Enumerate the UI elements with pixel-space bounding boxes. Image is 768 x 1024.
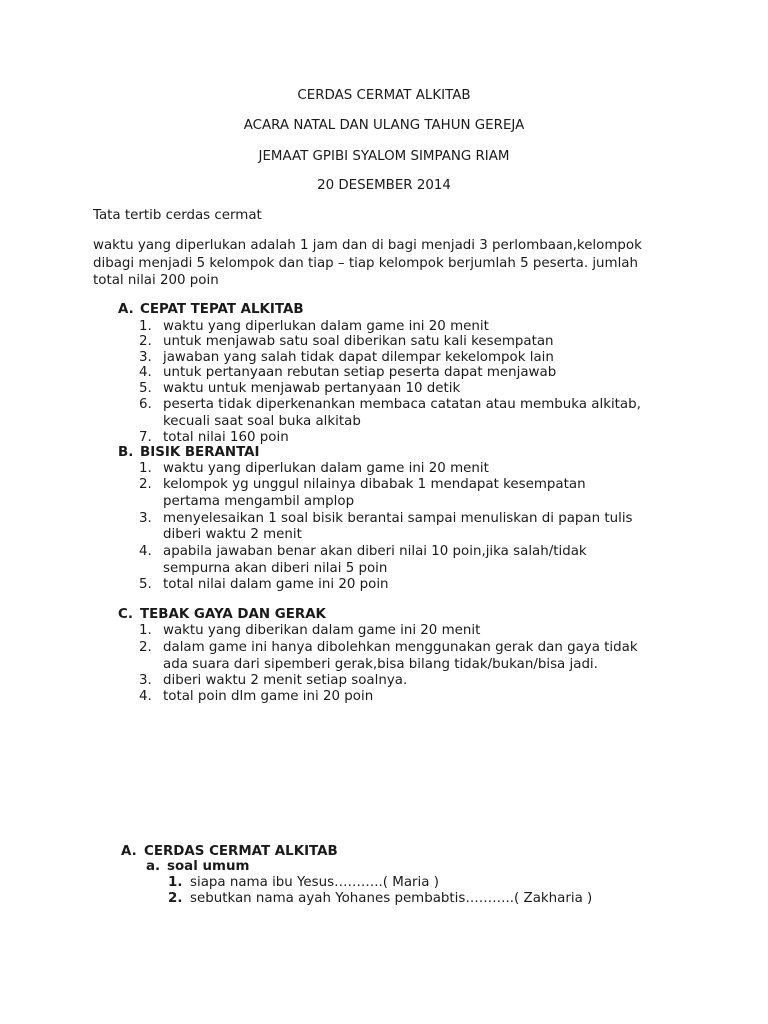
list-number: 4. bbox=[139, 689, 152, 704]
question-item: siapa nama ibu Yesus………..( Maria ) bbox=[190, 875, 439, 890]
list-number: 5. bbox=[139, 381, 152, 396]
list-item-continuation: diberi waktu 2 menit bbox=[163, 527, 302, 542]
list-item: waktu yang diberikan dalam game ini 20 menit bbox=[163, 623, 481, 638]
subsection-marker: a. bbox=[146, 859, 161, 874]
question-item: sebutkan nama ayah Yohanes pembabtis………..( Zakharia ) bbox=[190, 891, 593, 906]
list-number: 2. bbox=[139, 640, 152, 655]
section-a-marker: A. bbox=[118, 302, 134, 317]
list-number: 3. bbox=[139, 673, 152, 688]
section-c-title: TEBAK GAYA DAN GERAK bbox=[140, 607, 326, 622]
question-number: 2. bbox=[168, 891, 183, 906]
section-c-marker: C. bbox=[118, 607, 133, 622]
intro-line: total nilai 200 poin bbox=[93, 273, 219, 288]
subsection-title: soal umum bbox=[167, 859, 250, 874]
list-number: 3. bbox=[139, 350, 152, 365]
list-item: untuk menjawab satu soal diberikan satu kali kesempatan bbox=[163, 334, 554, 349]
intro-line: dibagi menjadi 5 kelompok dan tiap – tiap kelompok berjumlah 5 peserta. jumlah bbox=[93, 256, 639, 271]
list-item: total nilai 160 poin bbox=[163, 430, 289, 445]
intro-line: waktu yang diperlukan adalah 1 jam dan di bagi menjadi 3 perlombaan,kelompok bbox=[93, 238, 642, 253]
list-item-continuation: sempurna akan diberi nilai 5 poin bbox=[163, 561, 388, 576]
list-number: 6. bbox=[139, 397, 152, 412]
list-item: apabila jawaban benar akan diberi nilai 10 poin,jika salah/tidak bbox=[163, 544, 587, 559]
part2-marker: A. bbox=[121, 844, 137, 859]
list-number: 5. bbox=[139, 577, 152, 592]
list-item: total nilai dalam game ini 20 poin bbox=[163, 577, 389, 592]
list-number: 4. bbox=[139, 365, 152, 380]
list-number: 4. bbox=[139, 544, 152, 559]
list-item-continuation: pertama mengambil amplop bbox=[163, 494, 355, 509]
list-item: dalam game ini hanya dibolehkan menggunakan gerak dan gaya tidak bbox=[163, 640, 638, 655]
list-item-continuation: ada suara dari sipemberi gerak,bisa bilang tidak/bukan/bisa jadi. bbox=[163, 657, 598, 672]
section-b-marker: B. bbox=[118, 445, 134, 460]
event-date: 20 DESEMBER 2014 bbox=[317, 178, 451, 193]
part2-title: CERDAS CERMAT ALKITAB bbox=[144, 844, 338, 859]
list-item: kelompok yg unggul nilainya dibabak 1 mendapat kesempatan bbox=[163, 477, 586, 492]
church-name: JEMAAT GPIBI SYALOM SIMPANG RIAM bbox=[258, 149, 510, 164]
list-item: jawaban yang salah tidak dapat dilempar kekelompok lain bbox=[163, 350, 554, 365]
list-item: untuk pertanyaan rebutan setiap peserta dapat menjawab bbox=[163, 365, 557, 380]
list-item-continuation: kecuali saat soal buka alkitab bbox=[163, 414, 361, 429]
list-item: waktu untuk menjawab pertanyaan 10 detik bbox=[163, 381, 461, 396]
section-a-title: CEPAT TEPAT ALKITAB bbox=[140, 302, 304, 317]
list-item: diberi waktu 2 menit setiap soalnya. bbox=[163, 673, 408, 688]
question-number: 1. bbox=[168, 875, 183, 890]
list-number: 1. bbox=[139, 623, 152, 638]
event-name: ACARA NATAL DAN ULANG TAHUN GEREJA bbox=[243, 118, 525, 133]
list-number: 2. bbox=[139, 477, 152, 492]
list-number: 3. bbox=[139, 511, 152, 526]
list-item: total poin dlm game ini 20 poin bbox=[163, 689, 374, 704]
list-item: peserta tidak diperkenankan membaca catatan atau membuka alkitab, bbox=[163, 397, 641, 412]
list-number: 7. bbox=[139, 430, 152, 445]
list-item: menyelesaikan 1 soal bisik berantai sampai menuliskan di papan tulis bbox=[163, 511, 633, 526]
list-item: waktu yang diperlukan dalam game ini 20 menit bbox=[163, 319, 489, 334]
rules-title: Tata tertib cerdas cermat bbox=[93, 208, 262, 223]
list-number: 1. bbox=[139, 461, 152, 476]
list-item: waktu yang diperlukan dalam game ini 20 menit bbox=[163, 461, 489, 476]
list-number: 2. bbox=[139, 334, 152, 349]
document-title: CERDAS CERMAT ALKITAB bbox=[297, 88, 471, 103]
section-b-title: BISIK BERANTAI bbox=[140, 445, 260, 460]
list-number: 1. bbox=[139, 319, 152, 334]
